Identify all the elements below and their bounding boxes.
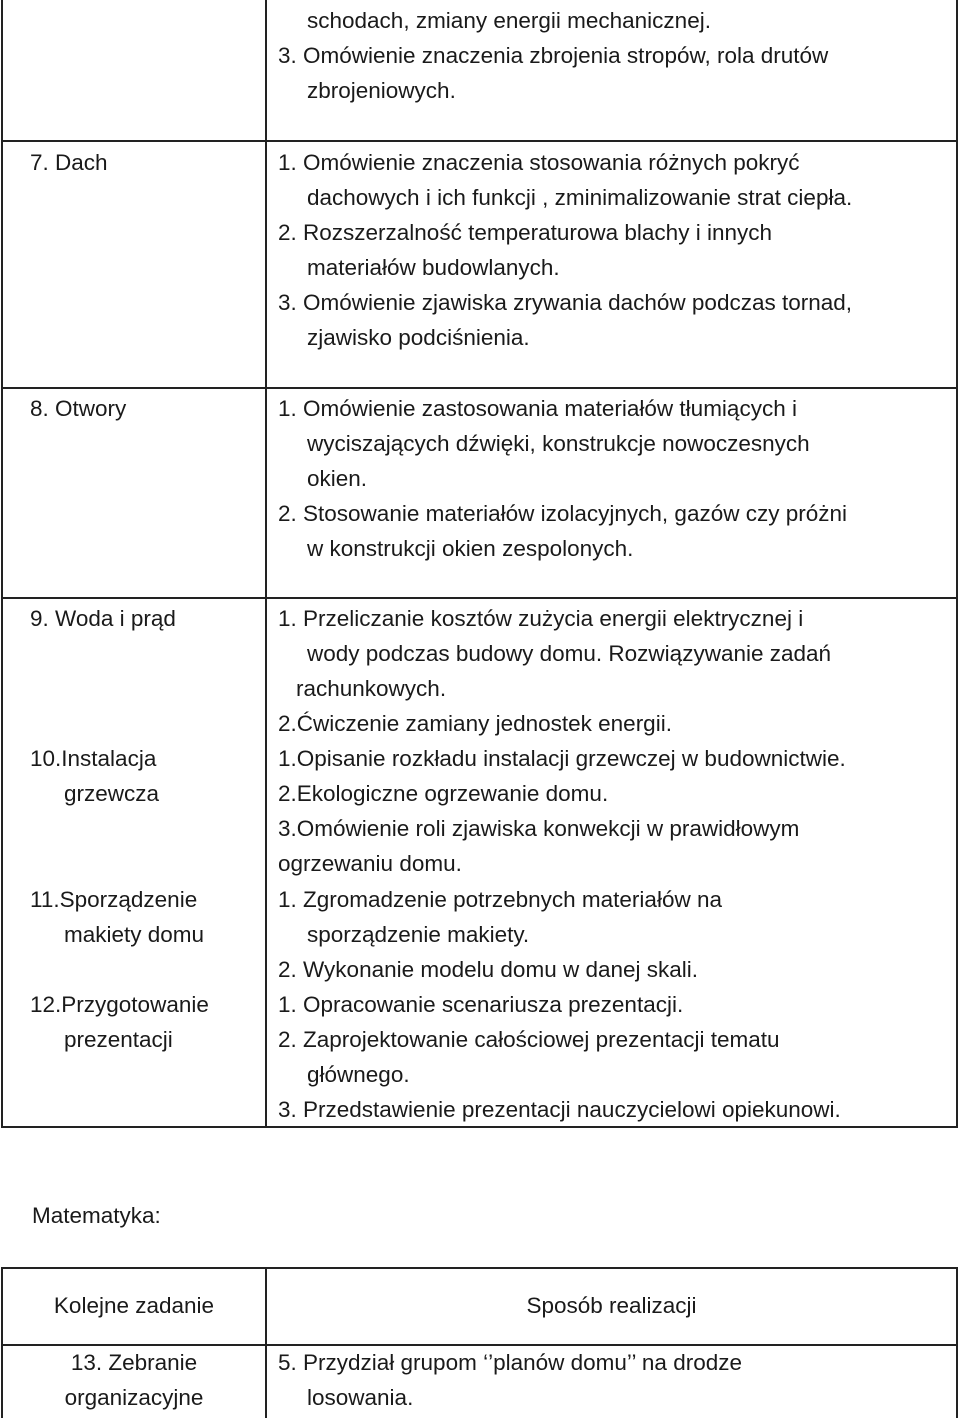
task-label: grzewcza (64, 781, 160, 806)
task-label: 11.Sporządzenie (30, 887, 198, 912)
cell-text: w konstrukcji okien zespolonych. (307, 536, 634, 561)
cell-text: 2. Rozszerzalność temperaturowa blachy i innych (278, 220, 772, 245)
table2-top-border (1, 1267, 958, 1269)
cell-text: 2. Stosowanie materiałów izolacyjnych, gazów czy próżni (278, 501, 848, 526)
cell-text: zbrojeniowych. (307, 78, 456, 103)
cell-text: losowania. (307, 1385, 414, 1410)
cell-text: 3. Omówienie znaczenia zbrojenia stropów, rola drutów (278, 43, 829, 68)
task-label: 12.Przygotowanie (30, 992, 209, 1017)
cell-text: okien. (307, 466, 368, 491)
cell-text: 1. Omówienie zastosowania materiałów tłumiących i (278, 396, 797, 421)
table1-right-border (956, 0, 958, 1128)
cell-text: 3. Omówienie zjawiska zrywania dachów podczas tornad, (278, 290, 853, 315)
cell-text: głównego. (307, 1062, 410, 1087)
cell-text: 2.Ekologiczne ogrzewanie domu. (278, 781, 609, 806)
cell-text: ogrzewaniu domu. (278, 851, 462, 876)
cell-text: sporządzenie makiety. (307, 922, 530, 947)
task-label: 13. Zebranie (70, 1350, 198, 1375)
cell-text: 2. Wykonanie modelu domu w danej skali. (278, 957, 699, 982)
task-label: makiety domu (64, 922, 205, 947)
cell-text: 1. Zgromadzenie potrzebnych materiałów na (278, 887, 722, 912)
task-label: 10.Instalacja (30, 746, 157, 771)
cell-text: schodach, zmiany energii mechanicznej. (307, 8, 711, 33)
cell-text: wody podczas budowy domu. Rozwiązywanie zadań (307, 641, 832, 666)
task-label: 9. Woda i prąd (30, 606, 176, 631)
table1-row-divider (1, 597, 958, 599)
cell-text: 3.Omówienie roli zjawiska konwekcji w prawidłowym (278, 816, 800, 841)
cell-text: materiałów budowlanych. (307, 255, 560, 280)
cell-text: 1. Opracowanie scenariusza prezentacji. (278, 992, 684, 1017)
cell-text: 2.Ćwiczenie zamiany jednostek energii. (278, 711, 672, 736)
table1-left-border (1, 0, 3, 1128)
table1-row-divider (1, 140, 958, 142)
cell-text: 1. Przeliczanie kosztów zużycia energii elektrycznej i (278, 606, 804, 631)
cell-text: rachunkowych. (296, 676, 447, 701)
table1-row-divider (1, 387, 958, 389)
column-header: Kolejne zadanie (53, 1293, 215, 1318)
task-label: organizacyjne (64, 1385, 204, 1410)
table1-column-divider (265, 0, 267, 1128)
cell-text: 5. Przydział grupom ‘’planów domu’’ na drodze (278, 1350, 742, 1375)
column-header: Sposób realizacji (526, 1293, 697, 1318)
cell-text: zjawisko podciśnienia. (307, 325, 530, 350)
cell-text: dachowych i ich funkcji , zminimalizowanie strat ciepła. (307, 185, 853, 210)
task-label: 7. Dach (30, 150, 108, 175)
cell-text: 1. Omówienie znaczenia stosowania różnych pokryć (278, 150, 800, 175)
cell-text: 1.Opisanie rozkładu instalacji grzewczej w budownictwie. (278, 746, 846, 771)
cell-text: 3. Przedstawienie prezentacji nauczycielowi opiekunowi. (278, 1097, 841, 1122)
cell-text: 2. Zaprojektowanie całościowej prezentacji tematu (278, 1027, 780, 1052)
table2-right-border (956, 1267, 958, 1418)
task-label: prezentacji (64, 1027, 173, 1052)
section-heading: Matematyka: (32, 1203, 161, 1228)
cell-text: wyciszających dźwięki, konstrukcje nowoczesnych (307, 431, 810, 456)
task-label: 8. Otwory (30, 396, 127, 421)
